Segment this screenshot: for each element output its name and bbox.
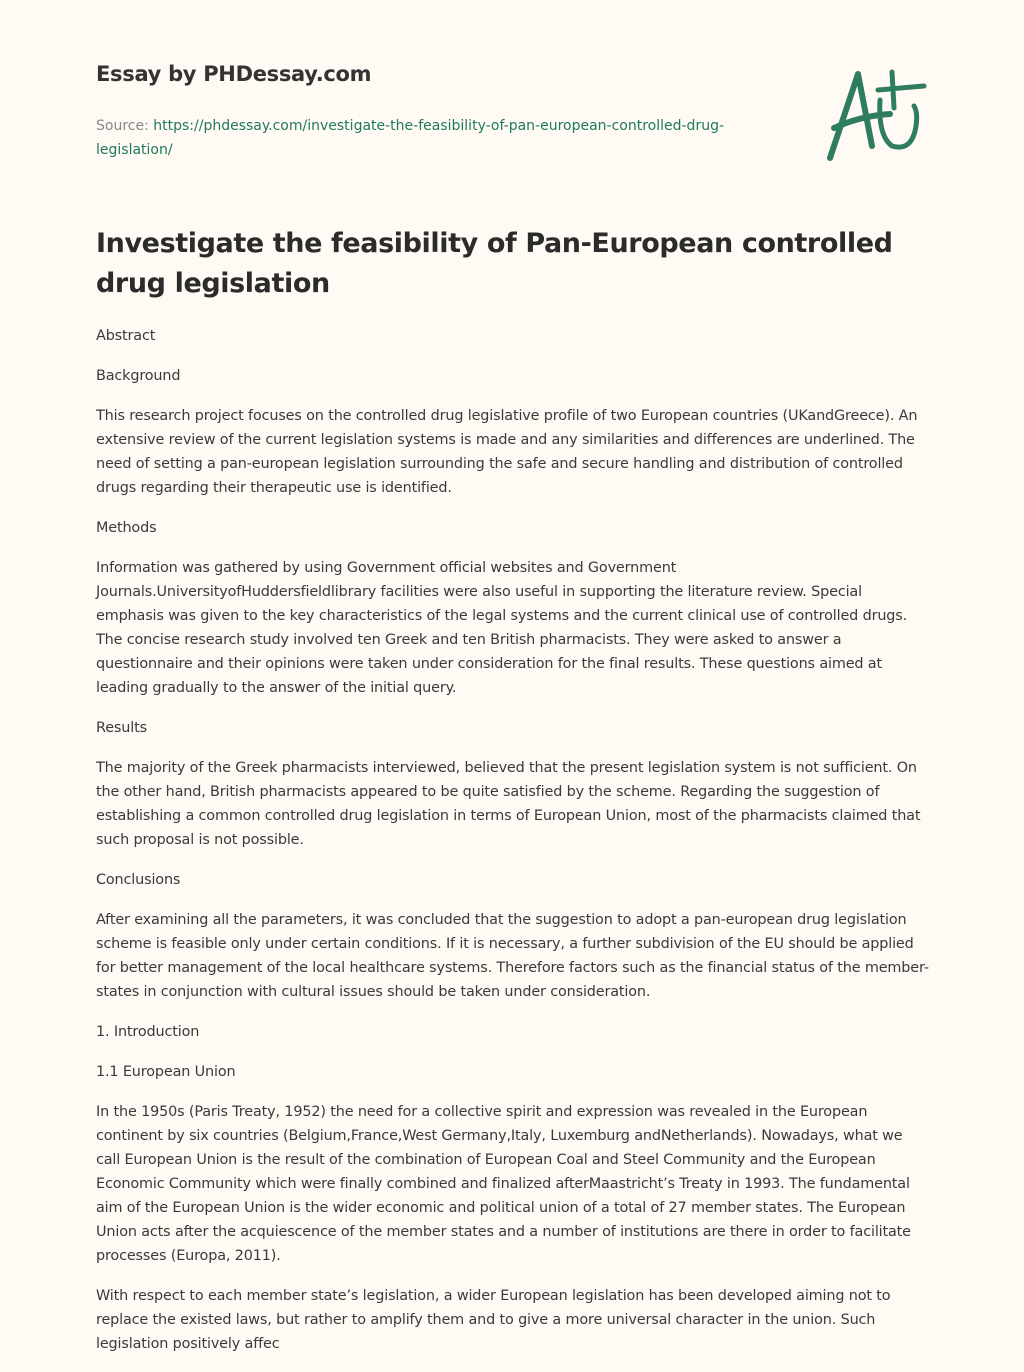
brand-title: Essay by PHDessay.com: [96, 62, 372, 86]
paragraph-conclusions: After examining all the parameters, it was concluded that the suggestion to adopt a pan-european drug legislation scheme is feasible only under certain conditions. If it is necessary, a further subdivision of the EU should be applied for better management of the local healthcare systems. Therefore factors such as the financial status of the member-states in conjunction with cultural issues should be taken under consideration.: [96, 912, 929, 1000]
source-line: [96, 114, 756, 162]
paragraph-legislation: With respect to each member state’s legislation, a wider European legislation has been developed aiming not to replace the existed laws, but rather to amplify them and to give a more universal character in the union. Such legislation positively affec: [96, 1288, 891, 1352]
a-plus-logo-icon: [820, 66, 930, 166]
paragraph-european-union: In the 1950s (Paris Treaty, 1952) the need for a collective spirit and expression was revealed in the European continent by six countries (Belgium,France,West Germany,Italy, Luxemburg andNetherlands). Nowadays, what we call European Union is the result of the combination of European Coal and Steel Community and the European Economic Community which were finally combined and finalized afterMaastricht’s Treaty in 1993. The fundamental aim of the European Union is the wider economic and political union of a total of 27 member states. The European Union acts after the acquiescence of the member states and a number of institutions are there in order to facilitate processes (Europa, 2011).: [96, 1104, 911, 1264]
source-label: Source:: [96, 118, 154, 134]
section-label-methods: Methods: [96, 520, 157, 536]
section-label-introduction: 1. Introduction: [96, 1024, 200, 1040]
section-label-conclusions: Conclusions: [96, 872, 181, 888]
article: [96, 224, 931, 1372]
section-label-results: Results: [96, 720, 147, 736]
section-label-european-union: 1.1 European Union: [96, 1064, 236, 1080]
paragraph-methods: Information was gathered by using Government official websites and Government Journals.UniversityofHuddersfieldlibrary facilities were also useful in supporting the literature review. Special emphasis was given to the key characteristics of the legal systems and the current clinical use of controlled drugs. The concise research study involved ten Greek and ten British pharmacists. They were asked to answer a questionnaire and their opinions were taken under consideration for the final results. These questions aimed at leading gradually to the answer of the initial query.: [96, 560, 908, 696]
section-label-abstract: Abstract: [96, 328, 156, 344]
source-link[interactable]: https://phdessay.com/investigate-the-feasibility-of-pan-european-controlled-drug-legislation/: [96, 118, 725, 158]
paragraph-results: The majority of the Greek pharmacists interviewed, believed that the present legislation system is not sufficient. On the other hand, British pharmacists appeared to be quite satisfied by the scheme. Regarding the suggestion of establishing a common controlled drug legislation in terms of European Union, most of the pharmacists claimed that such proposal is not possible.: [96, 760, 921, 848]
paragraph-background: This research project focuses on the controlled drug legislative profile of two European countries (UKandGreece). An extensive review of the current legislation systems is made and any similarities and differences are underlined. The need of setting a pan-european legislation surrounding the safe and secure handling and distribution of controlled drugs regarding their therapeutic use is identified.: [96, 408, 918, 496]
article-title: Investigate the feasibility of Pan-European controlled drug legislation: [96, 228, 893, 299]
site-header: [96, 62, 756, 162]
section-label-background: Background: [96, 368, 181, 384]
